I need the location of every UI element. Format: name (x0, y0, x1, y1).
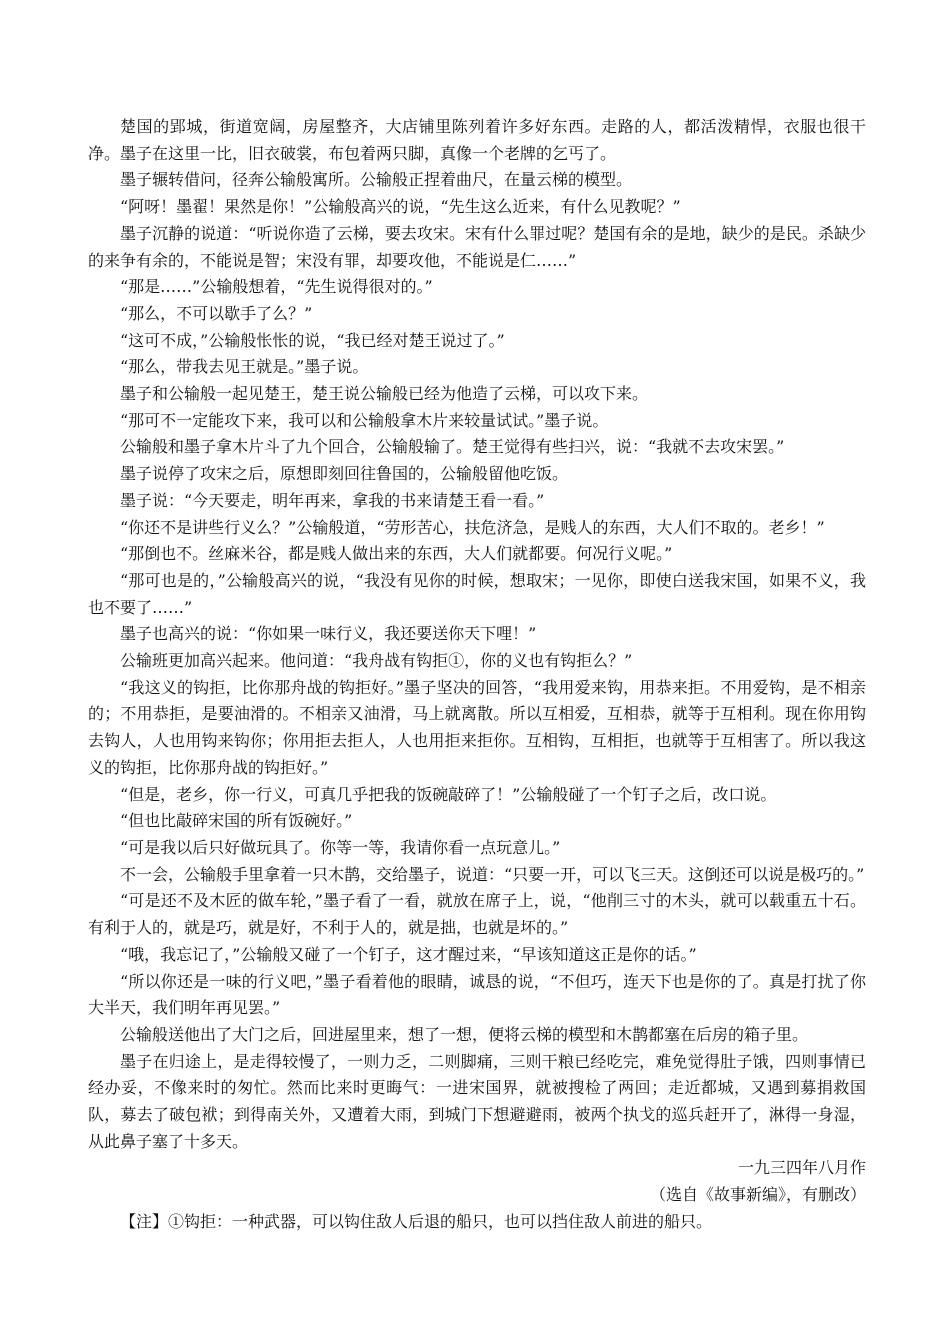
paragraph: 楚国的郢城，街道宽阔，房屋整齐，大店铺里陈列着许多好东西。走路的人，都活泼精悍，衣服也很干净。墨子在这里一比，旧衣破裳，布包着两只脚，真像一个老牌的乞丐了。 (88, 117, 866, 163)
paragraph: “那可也是的，”公输般高兴的说，“我没有见你的时候，想取宋；一见你，即使白送我宋国，如果不义，我也不要了……” (88, 570, 866, 617)
paragraph: 墨子也高兴的说：“你如果一味行义，我还要送你天下哩！” (120, 624, 537, 644)
footnote: 【注】①钩拒：一种武器，可以钩住敌人后退的船只，也可以挡住敌人前进的船只。 (120, 1211, 713, 1231)
paragraph: 墨子在归途上，是走得较慢了，一则力乏，二则脚痛，三则干粮已经吃完，难免觉得肚子饿，四则事情已经办妥，不像来时的匆忙。然而比来时更晦气：一进宋国界，就被搜检了两回；走近都城，又遇到募捐救国队，募去了破包袱；到得南关外，又遭着大雨，到城门下想避避雨，被两个执戈的巡兵赶开了，淋得一身湿，从此鼻子塞了十多天。 (88, 1051, 866, 1151)
paragraph: 墨子沉静的说道：“听说你造了云梯，要去攻宋。宋有什么罪过呢？楚国有余的是地，缺少的是民。杀缺少的来争有余的，不能说是智；宋没有罪，却要攻他，不能说是仁……” (88, 223, 866, 270)
paragraph: 公输班更加高兴起来。他问道：“我舟战有钩拒①，你的义也有钩拒么？” (120, 651, 633, 671)
source-line: （选自《故事新编》，有删改） (649, 1185, 866, 1205)
paragraph: “但也比敲碎宋国的所有饭碗好。” (120, 811, 353, 831)
paragraph: 不一会，公输般手里拿着一只木鹊，交给墨子，说道：“只要一开，可以飞三天。这倒还可以说是极巧的。” (120, 864, 865, 884)
paragraph: “阿呀！墨翟！果然是你！”公输般高兴的说，“先生这么近来，有什么见教呢？” (120, 197, 681, 217)
paragraph: 墨子说：“今天要走，明年再来，拿我的书来请楚王看一看。” (120, 490, 545, 510)
paragraph: “所以你还是一味的行义吧，”墨子看着他的眼睛，诚恳的说，“不但巧，连天下也是你的了。真是打扰了你大半天，我们明年再见罢。” (88, 971, 866, 1018)
paragraph: 墨子说停了攻宋之后，原想即刻回往鲁国的，公输般留他吃饭。 (120, 464, 569, 484)
paragraph: “那么，带我去见王就是。”墨子说。 (120, 357, 369, 377)
paragraph: “那么，不可以歇手了么？” (120, 303, 313, 323)
paragraph: “那是……”公输般想着，“先生说得很对的。” (120, 277, 433, 297)
article (88, 114, 866, 1236)
paragraph: 公输般和墨子拿木片斗了九个回合，公输般输了。楚王觉得有些扫兴，说：“我就不去攻宋罢。” (120, 437, 785, 457)
paragraph: 墨子辗转借问，径奔公输般寓所。公输般正捏着曲尺，在量云梯的模型。 (120, 170, 633, 190)
paragraph: “但是，老乡，你一行义，可真几乎把我的饭碗敲碎了！”公输般碰了一个钉子之后，改口说。 (120, 784, 777, 804)
paragraph: 公输般送他出了大门之后，回进屋里来，想了一想，便将云梯的模型和木鹊都塞在后房的箱子里。 (120, 1024, 809, 1044)
date-line: 一九三四年八月作 (737, 1158, 866, 1178)
paragraph: “那可不一定能攻下来，我可以和公输般拿木片来较量试试。”墨子说。 (120, 410, 609, 430)
paragraph: 墨子和公输般一起见楚王，楚王说公输般已经为他造了云梯，可以攻下来。 (120, 384, 649, 404)
paragraph: “这可不成，”公输般怅怅的说，“我已经对楚王说过了。” (120, 330, 505, 350)
paragraph: “哦，我忘记了，”公输般又碰了一个钉子，这才醒过来，“早该知道这正是你的话。” (120, 944, 697, 964)
paragraph: “可是我以后只好做玩具了。你等一等，我请你看一点玩意儿。” (120, 837, 561, 857)
paragraph: “可是还不及木匠的做车轮，”墨子看了一看，就放在席子上，说，“他削三寸的木头，就可以载重五十石。有利于人的，就是巧，就是好，不利于人的，就是拙，也就是坏的。” (88, 891, 866, 938)
paragraph: “你还不是讲些行义么？”公输般道，“劳形苦心，扶危济急，是贱人的东西，大人们不取的。老乡！” (120, 517, 825, 537)
paragraph: “我这义的钩拒，比你那舟战的钩拒好。”墨子坚决的回答，“我用爱来钩，用恭来拒。不用爱钩，是不相亲的；不用恭拒，是要油滑的。不相亲又油滑，马上就离散。所以互相爱，互相恭，就等于互相利。现在你用钩去钩人，人也用钩来钩你；你用拒去拒人，人也用拒来拒你。互相钩，互相拒，也就等于互相害了。所以我这义的钩拒，比你那舟战的钩拒好。” (88, 677, 866, 777)
paragraph: “那倒也不。丝麻米谷，都是贱人做出来的东西，大人们就都要。何况行义呢。” (120, 544, 673, 564)
